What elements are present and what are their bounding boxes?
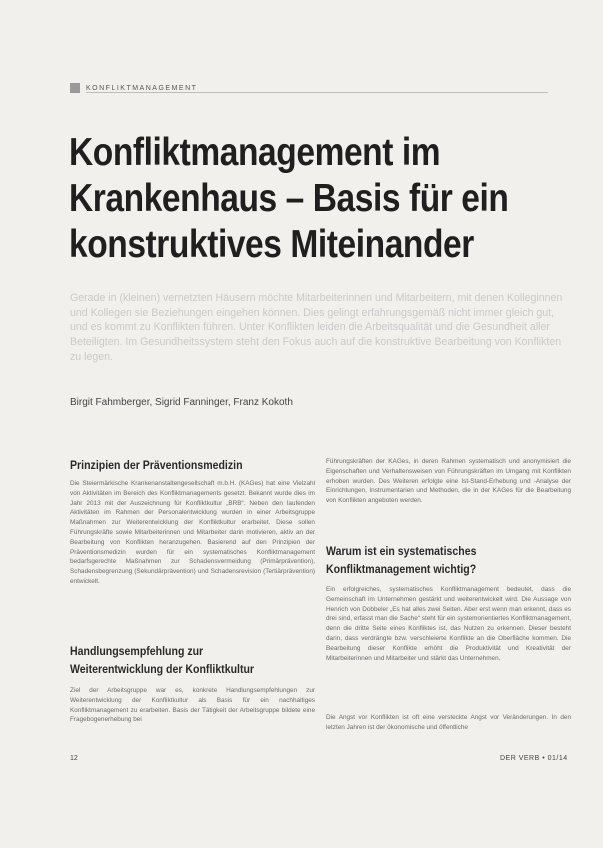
paragraph-fuehrungskraefte: Führungskräften der KAGes, in deren Rahmen systematisch und anonymisiert die Eigenschaften und Verhaltensweisen von Führungskräften im Umgang mit Konflikten erhoben wurden. Des Weiteren erfolgte eine Ist-Stand-Erhebung und -Analyse der Einrichtungen, Instrumentarien und Methoden, die in der KAGes für die Bearbeitung von Konflikten angeboten werden. (326, 458, 571, 505)
paragraph-handlungsempfehlung: Ziel der Arbeitsgruppe war es, konkrete Handlungsempfehlungen zur Weiterentwicklung der Konfliktkultur als Basis für ein nachhaltiges Konfliktmanagement zu erarbeiten. Basis der Tätigkeit der Arbeitsgruppe bildete eine Fragebogenerhebung bei (70, 687, 315, 724)
paragraph-angst: Die Angst vor Konflikten ist oft eine versteckte Angst vor Veränderungen. In den letzten Jahren ist der ökonomische und öffentliche (326, 714, 571, 731)
heading-praevention: Prinzipien der Präventionsmedizin (70, 458, 243, 472)
heading-warum-line-1: Warum ist ein systematisches (326, 544, 477, 558)
kicker-label: KONFLIKTMANAGEMENT (86, 84, 198, 92)
lead-paragraph: Gerade in (kleinen) vernetzten Häusern möchte Mitarbeiterinnen und Mitarbeitern, mit denen Kolleginnen und Kollegen sie Beziehungen eingehen können. Dies gelingt erfahrungsgemäß nicht immer gleich gut, und es kommt zu Konflikten führen. Unter Konflikten leiden die Arbeitsqualität und die Gesundheit aller Beteiligten. Im Gesundheitssystem steht den Fokus auch auf die konstruktive Bearbeitung von Konflikten zu legen. (70, 292, 563, 363)
heading-warum-line-2: Konfliktmanagement wichtig? (326, 562, 477, 576)
page-number: 12 (70, 755, 78, 762)
heading-handlungsempfehlung-line-1: Handlungsempfehlung zur (70, 644, 204, 658)
journal-footer: DER VERB • 01/14 (500, 755, 568, 762)
title-line-1: Konfliktmanagement im (69, 131, 441, 174)
paragraph-praevention: Die Steiermärkische Krankenanstaltengesellschaft m.b.H. (KAGes) hat eine Vielzahl von Aktivitäten im Bereich des Konfliktmanagements gesetzt. Bekannt wurde dies im Jahr 2013 mit der Auszeichnung für Konfliktkultur „BRB“. Neben den laufenden Aktivitäten im Rahmen der Personalentwicklung wurden in einer Arbeitsgruppe Maßnahmen zur Weiterentwicklung der Konfliktkultur erarbeitet. Diese sollen Führungskräfte sowie Mitarbeiterinnen und Mitarbeiter darin motivieren, aktiv an der Bearbeitung von Konflikten heranzugehen. Basierend auf den Prinzipien der Präventionsmedizin wurden für ein systematisches Konfliktmanagement bedarfsgerechte Maßnahmen zur Schadensvermeidung (Primärprävention), Schadensbegrenzung (Sekundärprävention) und Schadensrevision (Tertiärprävention) entwickelt. (70, 480, 315, 585)
heading-handlungsempfehlung-line-2: Weiterentwicklung der Konfliktkultur (70, 662, 255, 676)
kicker-square-icon (70, 83, 80, 93)
title-line-2: Krankenhaus – Basis für ein (69, 177, 509, 220)
title-line-3: konstruktives Miteinander (69, 223, 474, 266)
article-title (69, 130, 509, 268)
paragraph-warum: Ein erfolgreiches, systematisches Konfliktmanagement bedeutet, dass die Gemeinschaft im Unternehmen gestärkt und weiterentwickelt wird. Die Aussage von Henrich von Dobbeler „Es hat alles zwei Seiten. Aber erst wenn man erkennt, dass es drei sind, erfasst man die Sache“ steht für ein systemorientiertes Konfliktmanagement, denn die dritte Seite eines Konfliktes ist, das Nutzen zu erkennen. Dieser besteht darin, dass verdrängte bzw. verschleierte Konflikte an die Oberfläche kommen. Die Bearbeitung dieser Konflikte erhöht die Produktivität und Kreativität der Mitarbeiterinnen und Mitarbeiter und stärkt das Unternehmen. (326, 586, 571, 662)
author-line: Birgit Fahmberger, Sigrid Fanninger, Franz Kokoth (70, 397, 293, 408)
kicker-rule (86, 92, 548, 93)
